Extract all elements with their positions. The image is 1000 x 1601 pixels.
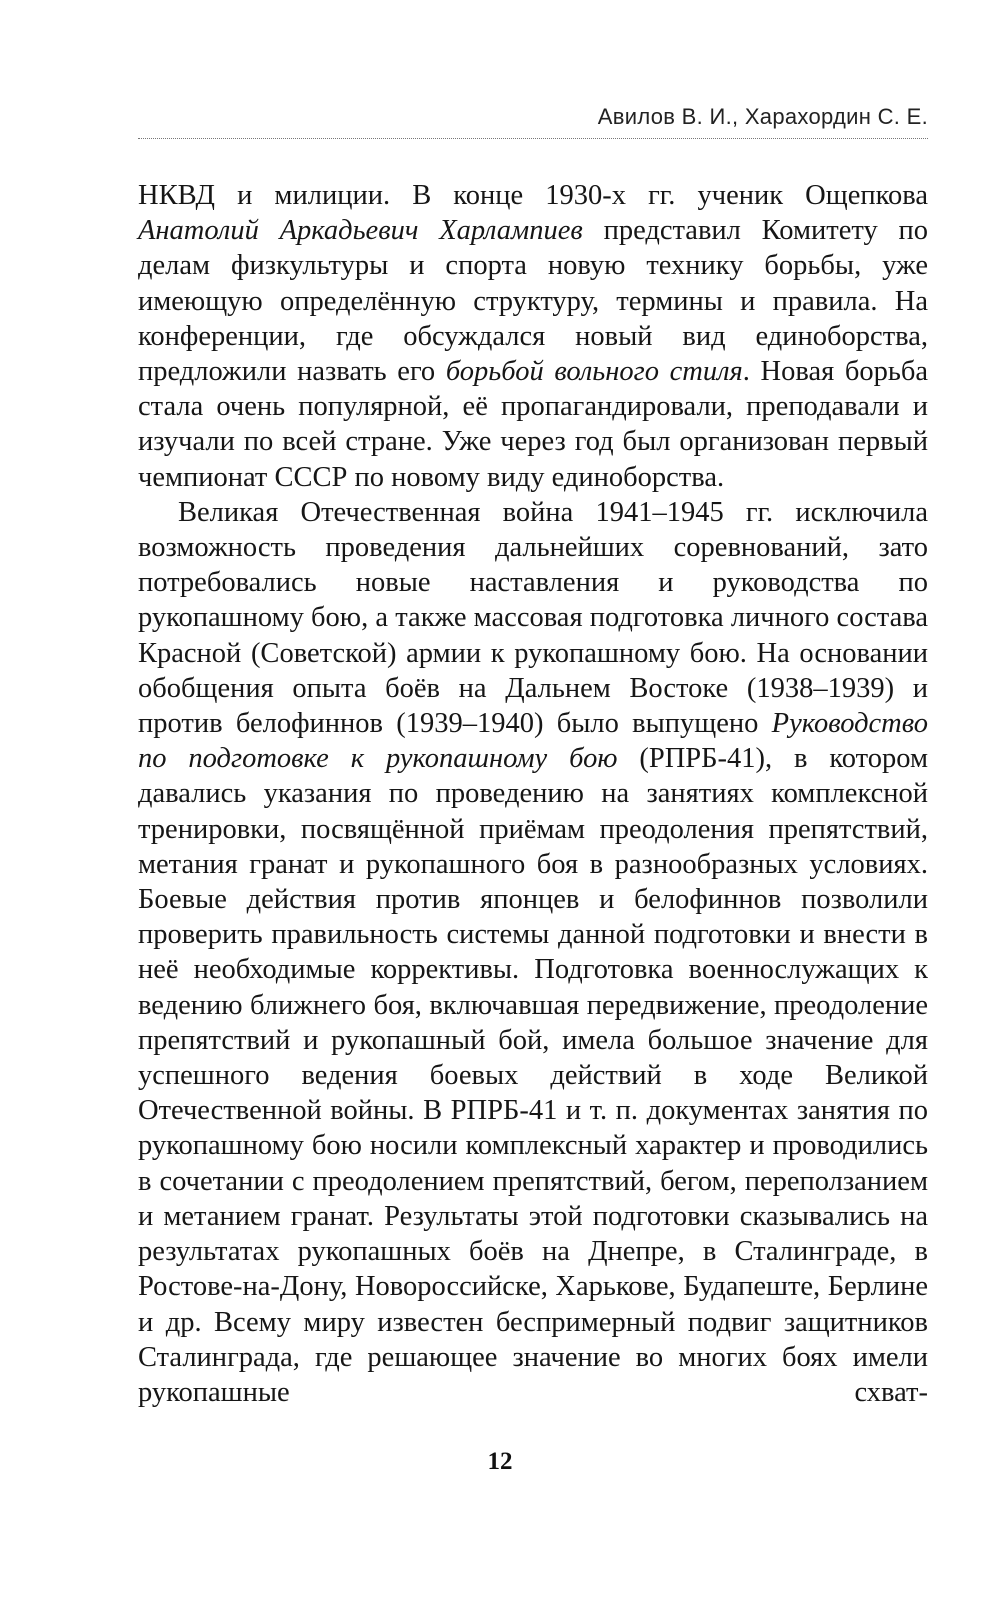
text-segment: (РПРБ-41), в котором давались указания по проведению на занятиях комплексной тренировки, посвящённой приёмам преодоления препятствий, метания гранат и рукопашного боя в разнообразных условиях. Боевые действия против японцев и белофиннов позволили проверить правильность системы данной подготовки и внести в неё необходимые коррективы. Подготовка военнослужащих к ведению ближнего боя, включавшая передвижение, преодоление препятствий и рукопашный бой, имела большое значение для успешного ведения боевых действий в ходе Великой Отечественной войны. В РПРБ-41 и т. п. документах занятия по рукопашному бою носили комплексный характер и проводились в сочетании с преодолением препятствий, бегом, переползанием и метанием гранат. Результаты этой подготовки сказывались на результатах рукопашных боёв на Днепре, в Сталинграде, в Ростове-на-Дону, Новороссийске, Харькове, Будапеште, Берлине и др. Всему миру известен беспримерный подвиг защитников Сталинграда, где решающее значение во многих боях имели рукопашные схват- bbox=[138, 743, 929, 1408]
text-segment-italic: Анатолий Аркадьевич Харлампиев bbox=[138, 215, 583, 247]
header-divider bbox=[138, 138, 928, 139]
page-number: 12 bbox=[487, 1448, 513, 1475]
text-segment-italic: борьбой вольного стиля bbox=[445, 356, 743, 388]
header-authors: Авилов В. И., Харахордин С. Е. bbox=[597, 104, 928, 129]
body-text bbox=[138, 178, 928, 1410]
text-segment: представил Комитету по делам физкультуры и спорта новую технику борьбы, уже имеющую определённую структуру, термины и правила. На конференции, где обсуждался новый вид единоборства, предложили назвать его bbox=[138, 215, 928, 388]
text-segment: НКВД и милиции. В конце 1930-х гг. ученик Ощепкова bbox=[138, 180, 928, 211]
text-segment: Великая Отечественная война 1941–1945 гг. исключила возможность проведения дальнейших соревнований, зато потребовались новые наставления и руководства по рукопашному бою, а также массовая подготовка личного состава Красной (Советской) армии к рукопашному бою. На основании обобщения опыта боёв на Дальнем Востоке (1938–1939) и против белофиннов (1939–1940) было выпущено bbox=[138, 496, 928, 740]
paragraph-2 bbox=[138, 495, 928, 1410]
running-header bbox=[138, 104, 928, 130]
paragraph-1 bbox=[138, 178, 928, 495]
text-segment: . Новая борьба стала очень популярной, её пропагандировали, преподавали и изучали по всей стране. Уже через год был организован первый чемпионат СССР по новому виду единоборства. bbox=[138, 356, 928, 493]
text-segment-italic: Руководство по подготовке к рукопашному бою bbox=[138, 708, 928, 775]
